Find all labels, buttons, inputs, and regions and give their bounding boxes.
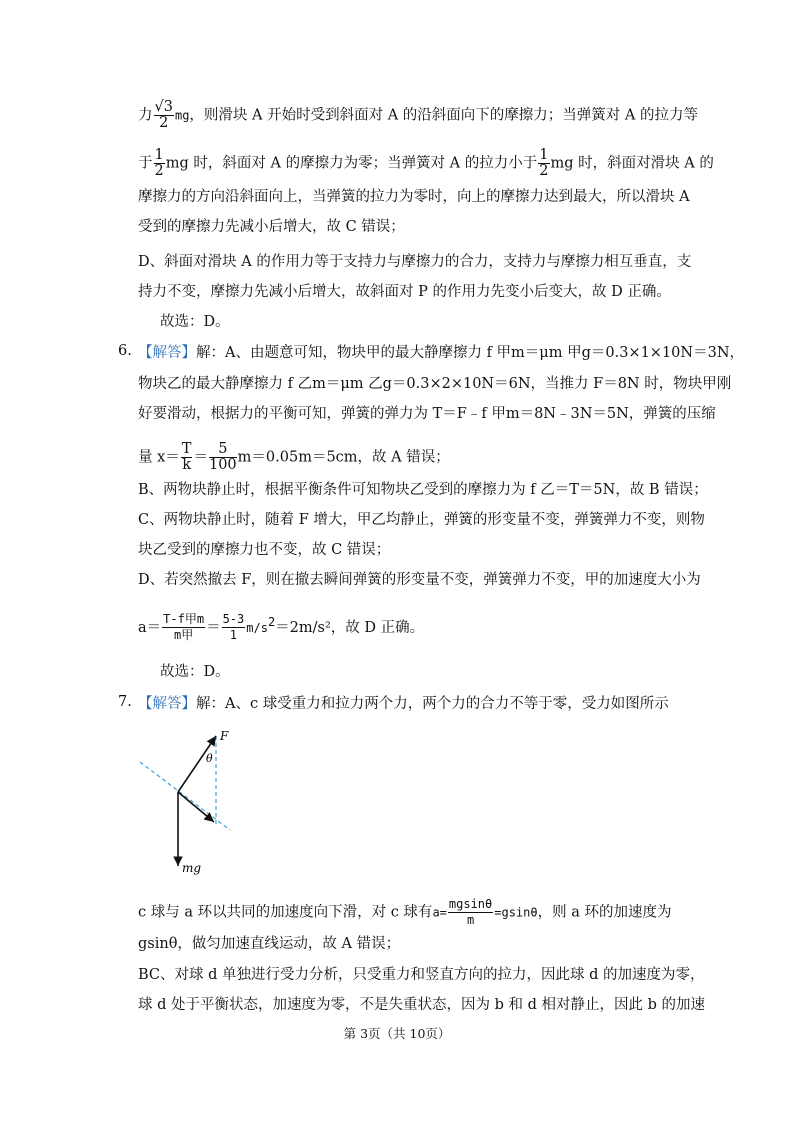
q6-line-2: 物块乙的最大静摩擦力 f 乙m＝μm 乙g＝0.3×2×10N＝6N，当推力 F＝8N 时，物块甲刚 — [138, 376, 732, 392]
q7-line-2 — [138, 897, 671, 928]
fraction — [181, 442, 193, 473]
denominator: m甲 — [173, 628, 194, 643]
q6-line-9: a＝ $\frac{\text{T-f甲m}}{\text{m甲}}$ ＝ $\frac{5-3}{1}$ $m/s^2=2m/s^2$，故 D 正确。 — [138, 612, 425, 643]
fraction — [222, 612, 246, 643]
question-number: 6. — [118, 343, 132, 359]
denominator: 100 — [208, 457, 237, 473]
label-F: F — [220, 729, 229, 743]
text: ，则 a 环的加速度为 — [537, 904, 672, 921]
q5-answer: 故选：D。 — [160, 314, 230, 330]
text: mg 时，斜面对滑块 A 的 — [550, 155, 714, 172]
text: a＝ — [138, 619, 162, 636]
text: a= — [432, 905, 447, 920]
denominator: 2 — [539, 163, 549, 179]
text: mg 时，斜面对 A 的摩擦力为零；当弹簧对 A 的拉力小于 — [165, 155, 538, 172]
numerator: T-f甲m — [163, 612, 205, 627]
page-footer: 第 3页（共 10页） — [343, 1026, 451, 1041]
fraction — [162, 612, 205, 643]
denominator: m — [466, 913, 475, 927]
text: ＝2m/s²，故 D 正确。 — [275, 619, 425, 636]
q5-line-5: D、斜面对滑块 A 的作用力等于支持力与摩擦力的合力，支持力与摩擦力相互垂直，支 — [138, 254, 692, 270]
q6-answer: 故选：D。 — [160, 664, 230, 680]
q6-line-7: 块乙受到的摩擦力也不变，故 C 错误； — [138, 542, 391, 558]
numerator: 1 — [539, 147, 549, 163]
numerator: T — [181, 441, 192, 457]
q6-line-6: C、两物块静止时，随着 F 增大，甲乙均静止，弹簧的形变量不变，弹簧弹力不变，则物 — [138, 512, 705, 528]
answer-tag: 【解答】 — [138, 696, 196, 712]
q6-line-4 — [138, 442, 450, 473]
fraction — [209, 442, 237, 473]
text: ＝ — [206, 619, 221, 636]
denominator: k — [182, 457, 192, 473]
text: 量 x＝ — [138, 449, 180, 466]
fraction — [448, 897, 493, 928]
q5-line-1 — [138, 100, 698, 131]
numerator: 1 — [154, 147, 164, 163]
text: m＝0.05m＝5cm，故 A 错误； — [237, 449, 450, 466]
q6-line-1 — [138, 343, 744, 363]
q6-line-3: 好要滑动，根据力的平衡可知，弹簧的弹力为 T＝F﹣f 甲m＝8N﹣3N＝5N，弹簧的压缩 — [138, 406, 716, 422]
text: =gsinθ — [494, 905, 538, 920]
label-theta: θ — [206, 752, 213, 765]
q5-line-6: 持力不变，摩擦力先减小后增大，故斜面对 P 的作用力先变小后变大，故 D 正确。 — [138, 284, 671, 300]
denominator: 1 — [229, 628, 238, 643]
q6-line-5: B、两物块静止时，根据平衡条件可知物块乙受到的摩擦力为 f 乙＝T＝5N，故 B 错误； — [138, 482, 708, 498]
answer-tag: 【解答】 — [138, 345, 196, 361]
denominator: 2 — [159, 115, 169, 131]
numerator: 5-3 — [222, 612, 245, 627]
q6-line-8: D、若突然撤去 F，则在撤去瞬间弹簧的形变量不变，弹簧弹力不变，甲的加速度大小为 — [138, 572, 701, 588]
force-diagram — [138, 726, 248, 876]
text: c 球与 a 环以共同的加速度向下滑，对 c 球有 — [138, 904, 433, 921]
q7-line-1 — [138, 694, 669, 714]
numerator: mgsinθ — [448, 897, 493, 911]
resultant-arrow — [178, 792, 214, 822]
text: 解：A、c 球受重力和拉力两个力，两个力的合力不等于零，受力如图所示 — [196, 696, 669, 712]
label-mg: mg — [182, 861, 202, 875]
text: 力 — [138, 107, 153, 124]
unit: mg — [174, 108, 190, 123]
fraction — [538, 148, 549, 179]
text: 解：A、由题意可知，物块甲的最大静摩擦力 f 甲m＝μm 甲g＝0.3×1×10N＝3N， — [196, 345, 745, 361]
text: ，则滑块 A 开始时受到斜面对 A 的沿斜面向下的摩擦力；当弹簧对 A 的拉力等 — [189, 107, 698, 124]
text: ＝ — [193, 449, 208, 466]
question-number: 7. — [118, 694, 132, 710]
fraction — [154, 148, 165, 179]
numerator: √3 — [154, 99, 173, 115]
q7-line-4: BC、对球 d 单独进行受力分析，只受重力和竖直方向的拉力，因此球 d 的加速度为零， — [138, 967, 705, 983]
q7-line-3: gsinθ，做匀加速直线运动，故 A 错误； — [138, 936, 401, 952]
fraction — [154, 100, 174, 131]
q5-line-2 — [138, 148, 714, 179]
numerator: 5 — [209, 442, 237, 458]
q5-line-4: 受到的摩擦力先减小后增大，故 C 错误； — [138, 219, 405, 235]
q5-line-3: 摩擦力的方向沿斜面向上，当弹簧的拉力为零时，向上的摩擦力达到最大，所以滑块 A — [138, 189, 690, 205]
q7-line-5: 球 d 处于平衡状态，加速度为零，不是失重状态，因为 b 和 d 相对静止，因此 b 的加速 — [138, 997, 705, 1013]
denominator: 2 — [154, 163, 164, 179]
unit: m/s — [246, 620, 268, 635]
text: 于 — [138, 155, 153, 172]
